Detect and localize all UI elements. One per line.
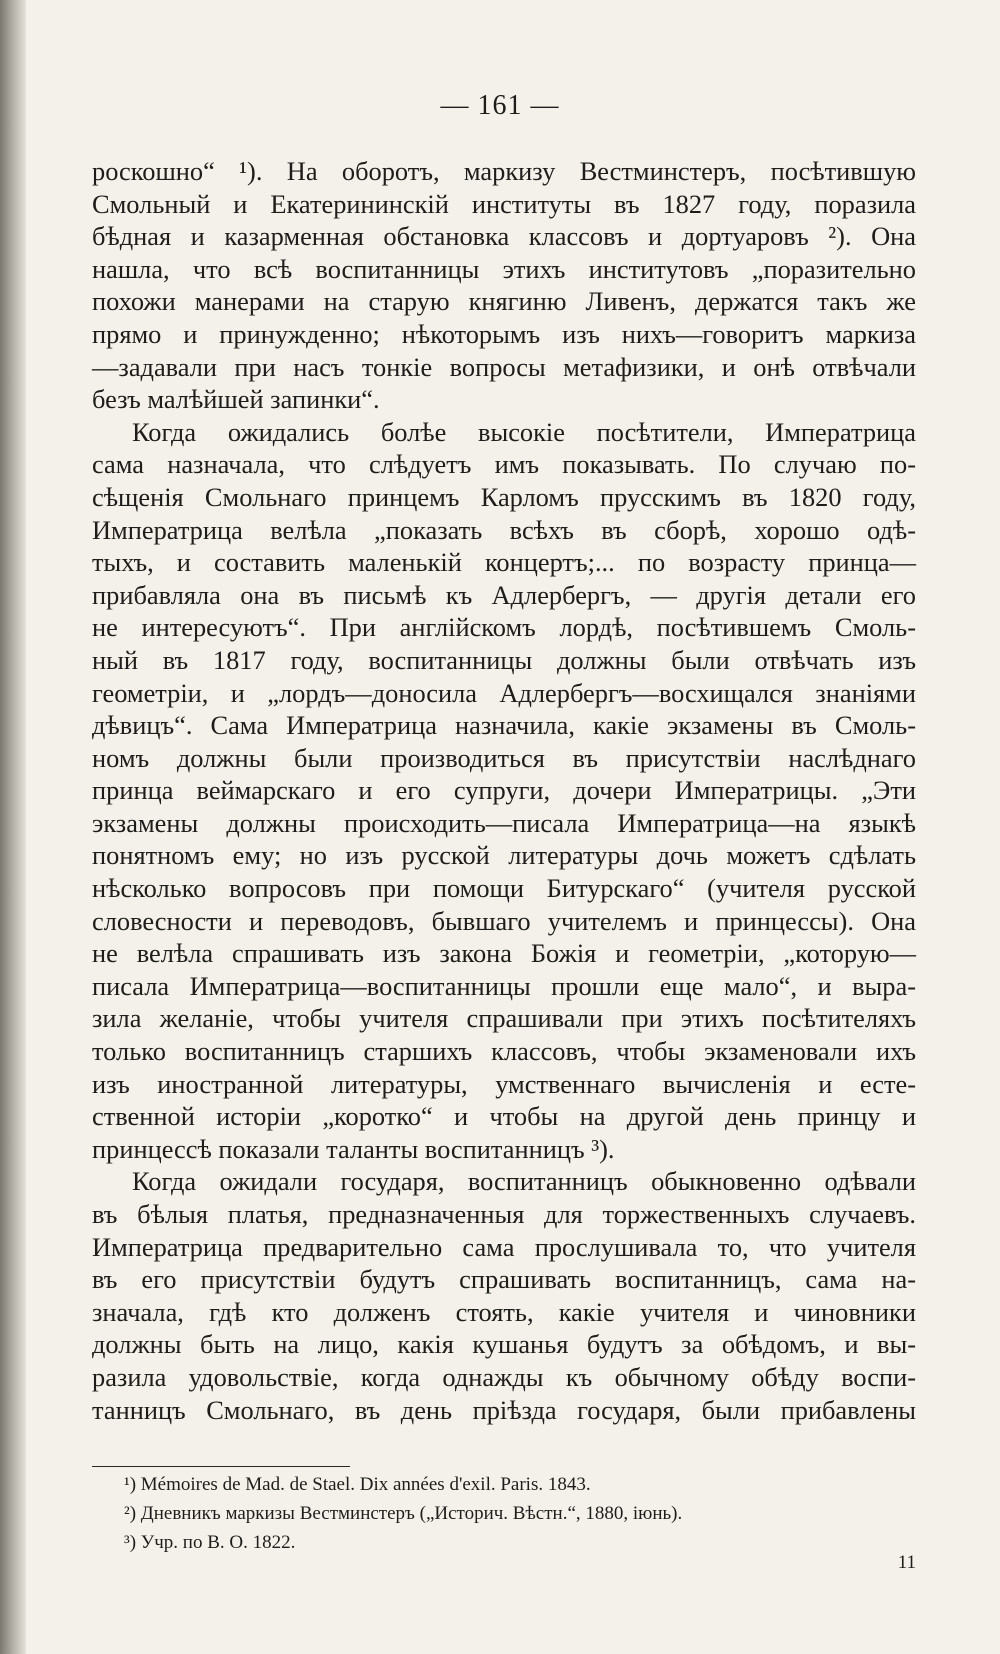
text-line: прибавляла она въ письмѣ къ Адлербергъ, — другія детали его [92, 579, 916, 610]
text-line: значала, гдѣ кто долженъ стоять, какіе учителя и чиновники [92, 1296, 916, 1327]
footnote-2: ²) Дневникъ маркизы Вестминстеръ („Историч. Вѣстн.“, 1880, іюнь). [124, 1503, 683, 1524]
text-line: понятномъ ему; но изъ русской литературы дочь можетъ сдѣлать [92, 840, 916, 871]
footnotes [92, 1470, 916, 1557]
text-line: тыхъ, и составить маленькій концертъ;... по возрасту принца— [92, 547, 916, 578]
text-line: Когда ожидались болѣе высокіе посѣтители, Императрица [132, 416, 916, 447]
text-line: дѣвицъ“. Сама Императрица назначила, какіе экзамены въ Смоль- [92, 710, 916, 741]
text-line: зила желаніе, чтобы учителя спрашивали при этихъ посѣтителяхъ [92, 1003, 916, 1034]
footnote-1: ¹) Mémoires de Mad. de Stael. Dix années d'exil. Paris. 1843. [124, 1474, 591, 1495]
text-line: Смольный и Екатерининскій институты въ 1827 году, поразила [92, 188, 916, 219]
footnote-rule [92, 1466, 350, 1467]
text-line: номъ должны были производиться въ присутствіи наслѣднаго [92, 742, 916, 773]
text-line: принцессѣ показали таланты воспитанницъ ³). [92, 1133, 615, 1164]
text-line: бѣдная и казарменная обстановка классовъ и дортуаровъ ²). Она [92, 221, 916, 252]
text-line: экзамены должны происходить—писала Императрица—на языкѣ [92, 807, 916, 838]
text-line: роскошно“ ¹). На оборотъ, маркизу Вестминстеръ, посѣтившую [92, 156, 916, 186]
text-line: нашла, что всѣ воспитанницы этихъ институтовъ „поразительно [92, 253, 916, 284]
text-line: Императрица предварительно сама прослушивала то, что учителя [92, 1231, 916, 1262]
text-line: словесности и переводовъ, бывшаго учителемъ и принцессы). Она [92, 905, 916, 936]
text-line: Императрица велѣла „показать всѣхъ въ сборѣ, хорошо одѣ- [92, 514, 916, 545]
page-number: — 161 — [440, 90, 560, 121]
text-line: писала Императрица—воспитанницы прошли еще мало“, и выра- [92, 970, 916, 1001]
text-line: не интересуютъ“. При англійскомъ лордѣ, посѣтившемъ Смоль- [92, 612, 916, 643]
footnote-3: ³) Учр. по В. О. 1822. [124, 1532, 296, 1553]
text-line: разила удовольствіе, когда однажды къ обычному обѣду воспи- [92, 1361, 916, 1392]
text-line: —задавали при насъ тонкіе вопросы метафизики, и онѣ отвѣчали [92, 351, 916, 382]
text-line: сама назначала, что слѣдуетъ имъ показывать. По случаю по- [92, 449, 916, 480]
text-line: безъ малѣйшей запинки“. [92, 384, 380, 415]
text-line: изъ иностранной литературы, умственнаго вычисленія и есте- [92, 1068, 916, 1099]
page-left-edge-shadow [0, 0, 26, 1654]
text-line: нѣсколько вопросовъ при помощи Битурскаго“ (учителя русской [92, 873, 916, 904]
text-line: Когда ожидали государя, воспитанницъ обыкновенно одѣвали [132, 1166, 916, 1197]
text-line: должны быть на лицо, какія кушанья будутъ за обѣдомъ, и вы- [92, 1329, 916, 1360]
text-line: танницъ Смольнаго, въ день пріѣзда государя, были прибавлены [92, 1394, 916, 1425]
text-line: похожи манерами на старую княгиню Ливенъ, держатся такъ же [92, 286, 916, 317]
text-line: ный въ 1817 году, воспитанницы должны были отвѣчать изъ [92, 644, 916, 675]
text-line: только воспитанницъ старшихъ классовъ, чтобы экзаменовали ихъ [92, 1036, 916, 1067]
text-line: прямо и принужденно; нѣкоторымъ изъ нихъ—говоритъ маркиза [92, 318, 916, 349]
text-line: въ его присутствіи будутъ спрашивать воспитанницъ, сама на- [92, 1264, 916, 1295]
text-line: сѣщенія Смольнаго принцемъ Карломъ прусскимъ въ 1820 году, [92, 481, 916, 512]
text-line: геометріи, и „лордъ—доносила Адлербергъ—восхищался знаніями [92, 677, 916, 708]
text-line: ственной исторіи „коротко“ и чтобы на другой день принцу и [92, 1101, 916, 1132]
text-line: принца веймарскаго и его супруги, дочери Императрицы. „Эти [92, 775, 916, 806]
text-line: не велѣла спрашивать изъ закона Божія и геометріи, „которую— [92, 938, 916, 969]
signature-mark: 11 [897, 1552, 916, 1573]
text-line: въ бѣлыя платья, предназначенныя для торжественныхъ случаевъ. [92, 1199, 916, 1229]
main-text [92, 155, 916, 1426]
